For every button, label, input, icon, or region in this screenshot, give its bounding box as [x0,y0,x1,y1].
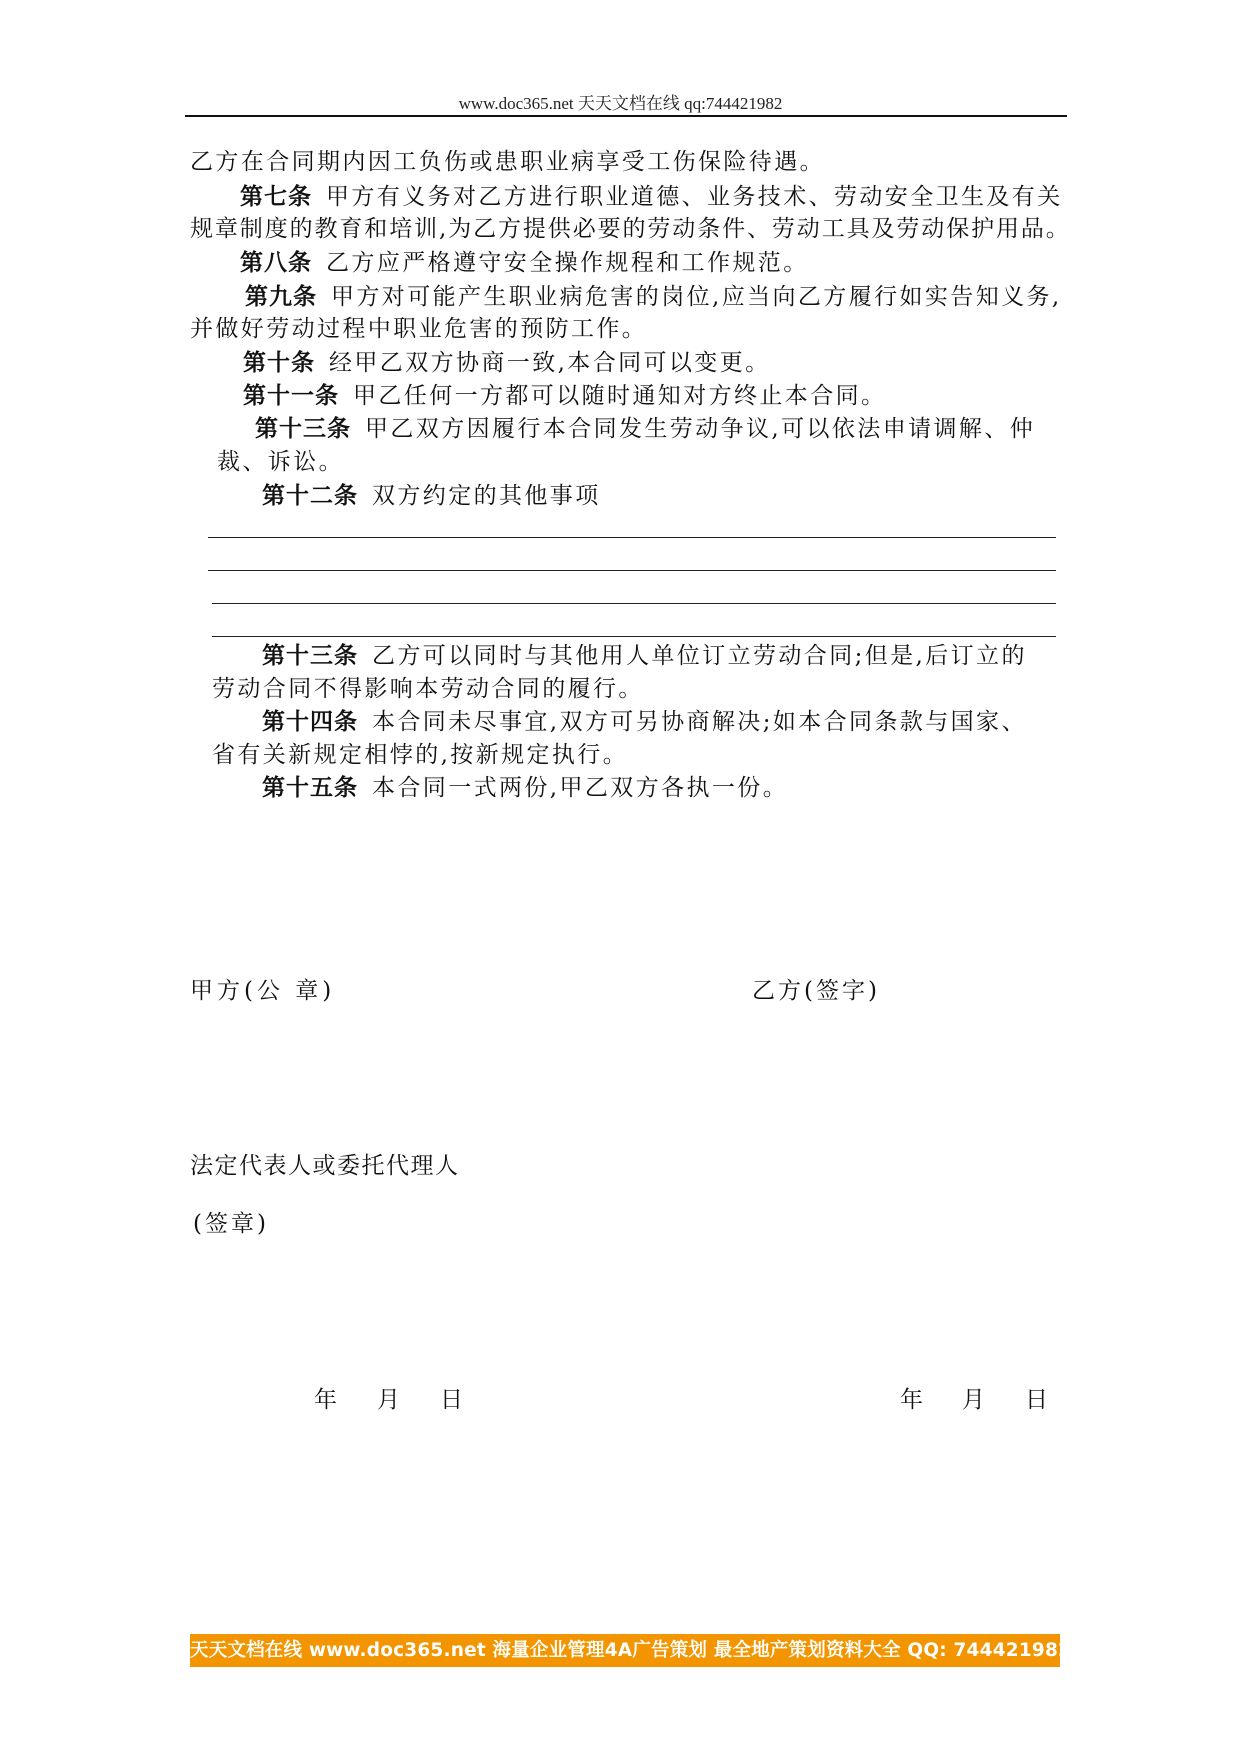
clause-line [262,707,1027,737]
clause-number: 第十三条 [262,642,358,669]
date-day-a: 日 [440,1387,466,1413]
date-year-b: 年 [900,1387,926,1413]
clause-text: 本合同一式两份,甲乙双方各执一份。 [372,775,789,801]
clause-text: 裁、诉讼。 [217,449,344,475]
footer-banner[interactable] [190,1634,1072,1667]
clause-text: 甲乙双方因履行本合同发生劳动争议,可以依法申请调解、仲 [365,416,1036,442]
clause-line [212,740,628,770]
clause-text: 甲方对可能产生职业病危害的岗位,应当向乙方履行如实告知义务, [331,284,1062,310]
clause-number: 第八条 [240,249,312,276]
clause-text: 本合同未尽事宜,双方可另协商解决;如本合同条款与国家、 [372,709,1027,735]
clause-line [190,314,647,344]
clause-line [262,773,788,803]
legal-representative-label: 法定代表人或委托代理人 [190,1153,460,1179]
date-month-b: 月 [962,1387,988,1413]
party-b-label: 乙方(签字) [752,978,880,1004]
clause-text: 经甲乙双方协商一致,本合同可以变更。 [329,350,771,376]
clause-number: 第十四条 [262,708,358,735]
clause-line [240,182,1063,212]
clause-number: 第十条 [243,349,315,376]
clause-line [243,348,771,378]
clause-text: 规章制度的教育和培训,为乙方提供必要的劳动条件、劳动工具及劳动保护用品。 [190,216,1071,242]
clause-line [190,214,1071,244]
clause-number: 第七条 [240,183,312,210]
date-month-a: 月 [377,1387,403,1413]
page-header: www.doc365.net 天天文档在线 qq:744421982 [458,94,783,113]
clause-line [212,674,644,704]
clause-line [217,447,344,477]
clause-text: 甲乙任何一方都可以随时通知对方终止本合同。 [353,383,887,409]
blank-fill-line [212,603,1056,604]
clause-text: 乙方应严格遵守安全操作规程和工作规范。 [326,250,809,276]
clause-text: 劳动合同不得影响本劳动合同的履行。 [212,676,644,702]
clause-number: 第十三条 [255,415,351,442]
header-divider [185,115,1067,117]
date-year-a: 年 [314,1387,340,1413]
clause-line [243,381,886,411]
clause-number: 第九条 [245,283,317,310]
blank-fill-line [212,636,1056,637]
clause-text: 乙方可以同时与其他用人单位订立劳动合同;但是,后订立的 [372,643,1027,669]
clause-line [240,248,809,278]
date-day-b: 日 [1025,1387,1051,1413]
seal-label: (签章) [193,1211,269,1237]
blank-fill-line [208,537,1056,538]
footer-banner-text: 天天文档在线 www.doc365.net 海量企业管理4A广告策划 最全地产策划资料大全 QQ: 744421982 [190,1640,1072,1661]
clause-number: 第十一条 [243,382,339,409]
clause-text: 乙方在合同期内因工负伤或患职业病享受工伤保险待遇。 [190,149,825,175]
party-a-label: 甲方(公 章) [190,978,336,1004]
clause-line [190,147,825,177]
clause-line [262,641,1027,671]
clause-text: 甲方有义务对乙方进行职业道德、业务技术、劳动安全卫生及有关 [326,184,1063,210]
clause-line [255,414,1035,444]
clause-text: 双方约定的其他事项 [372,483,601,509]
blank-fill-line [208,570,1056,571]
clause-line [262,481,601,511]
clause-number: 第十五条 [262,774,358,801]
clause-text: 并做好劳动过程中职业危害的预防工作。 [190,316,648,342]
clause-line [245,282,1062,312]
clause-number: 第十二条 [262,482,358,509]
clause-text: 省有关新规定相悖的,按新规定执行。 [212,742,629,768]
